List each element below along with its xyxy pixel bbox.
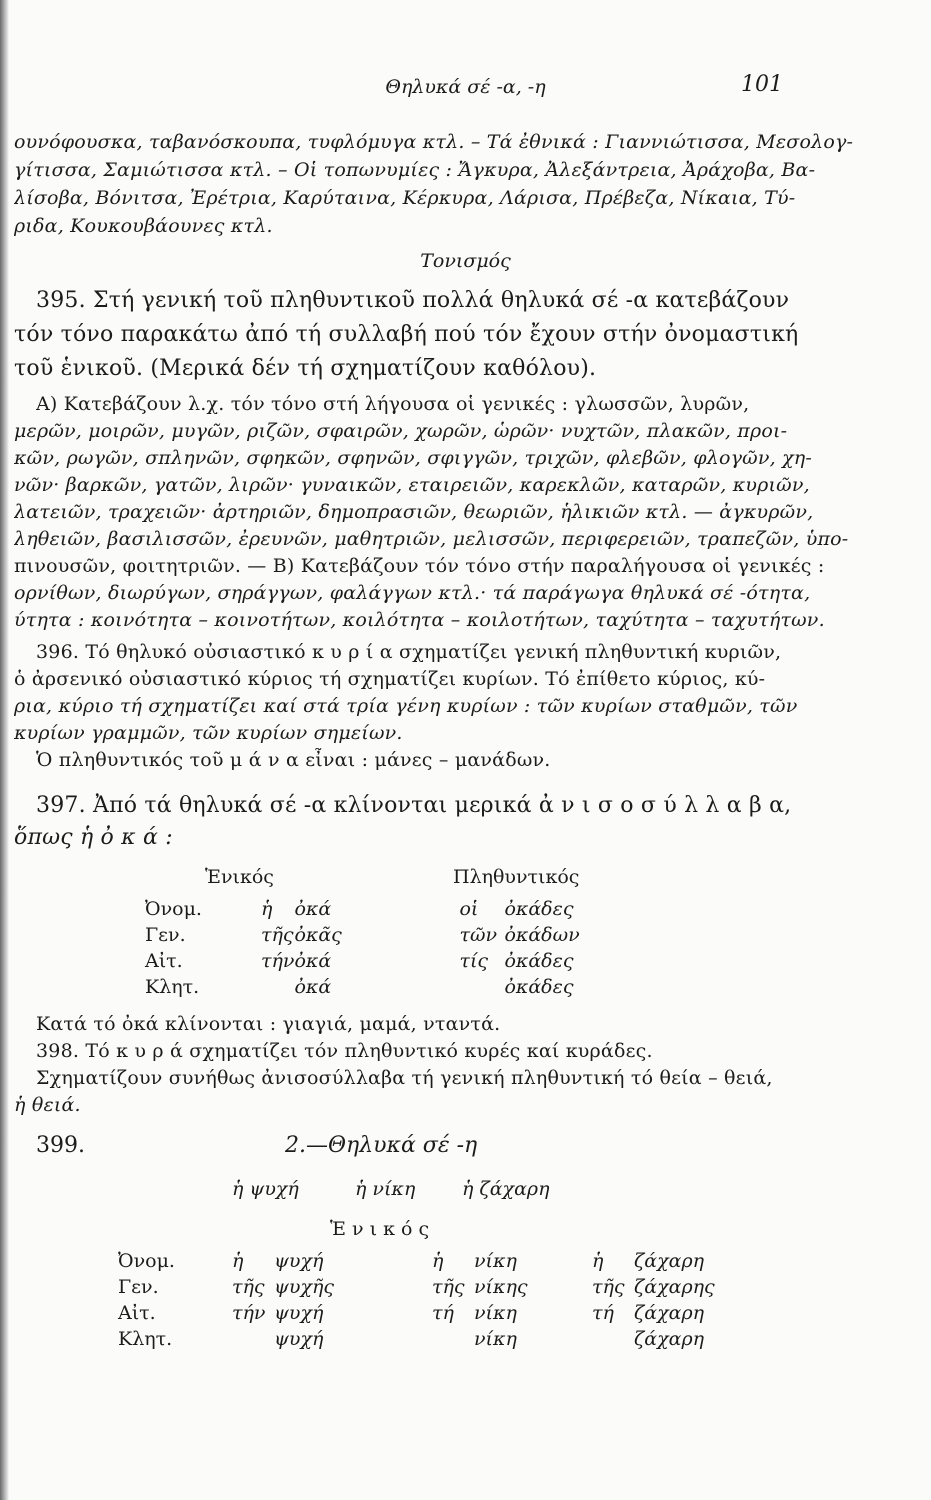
table-row [118, 1328, 715, 1354]
table-row [145, 976, 580, 1002]
paragraph-396-line: ὁ ἀρσενικό οὐσιαστικό κύριος τή σχηματίζει κυρίων. Τό ἐπίθετο κύριος, κύ- [14, 668, 766, 690]
example-word: ἡ ζάχαρη [462, 1178, 550, 1200]
word-form: νίκης [474, 1276, 528, 1298]
article: οἱ [459, 898, 479, 920]
example-word: ἡ ψυχή [232, 1178, 299, 1200]
case-label: Γεν. [118, 1276, 159, 1298]
paragraph-398-line: 398. Τό κ υ ρ ά σχηματίζει τόν πληθυντικό κυρές καί κυράδες. [36, 1040, 653, 1062]
word-form: ὀκά [294, 950, 332, 972]
word-form: ὀκάδων [504, 924, 580, 946]
word-form: ζάχαρη [634, 1250, 705, 1272]
paragraph-395-list-line: πινουσῶν, φοιτητριῶν. — Β) Κατεβάζουν τόν τόνο στήν παραλήγουσα οἱ γενικές : [14, 555, 825, 577]
table-397-plural-label: Πληθυντικός [453, 866, 580, 888]
paragraph-396-line: 396. Τό θηλυκό οὐσιαστικό κ υ ρ ί α σχηματίζει γενική πληθυντική κυριῶν, [36, 641, 782, 663]
paragraph-395-list-line: νῶν· βαρκῶν, γατῶν, λιρῶν· γυναικῶν, εταιρειῶν, καρεκλῶν, καταρῶν, κυριῶν, [14, 474, 810, 496]
section-399-number: 399. [36, 1133, 85, 1158]
paragraph-397-line: ὅπως ἡ ὀ κ ά : [14, 825, 173, 850]
paragraph-395-list-line: Α) Κατεβάζουν λ.χ. τόν τόνο στή λήγουσα οἱ γενικές : γλωσσῶν, λυρῶν, [36, 393, 750, 415]
paragraph-398-line: ἡ θειά. [14, 1094, 81, 1116]
word-form: ψυχή [274, 1250, 324, 1272]
paragraph-396-line: ρια, κύριο τή σχηματίζει καί στά τρία γένη κυρίων : τῶν κυρίων σταθμῶν, τῶν [14, 695, 798, 717]
paragraph-395-line: τόν τόνο παρακάτω ἀπό τή συλλαβή πού τόν ἔχουν στήν ὀνομαστική [14, 322, 799, 347]
table-row [118, 1250, 715, 1276]
table-row [145, 898, 580, 924]
paragraph-395-list-line: μερῶν, μοιρῶν, μυγῶν, ριζῶν, σφαιρῶν, χωρῶν, ὡρῶν· νυχτῶν, πλακῶν, προι- [14, 420, 788, 442]
paragraph-395-list-line: ορνίθων, διωρύγων, σηράγγων, φαλάγγων κτλ.· τά παράγωγα θηλυκά σέ -ότητα, [14, 582, 811, 604]
word-form: ψυχή [274, 1328, 324, 1350]
paragraph-395-line: τοῦ ἑνικοῦ. (Μερικά δέν τή σχηματίζουν καθόλου). [14, 356, 597, 381]
paragraph-398-line: Σχηματίζουν συνήθως ἀνισοσύλλαβα τή γενική πληθυντική τό θεία – θειά, [36, 1067, 773, 1089]
article [592, 1328, 634, 1354]
case-label: Γεν. [145, 924, 186, 946]
word-form: ὀκάδες [504, 898, 574, 920]
paragraph-396-line: κυρίων γραμμῶν, τῶν κυρίων σημείων. [14, 722, 403, 744]
section-heading-tonismos: Τονισμός [420, 250, 511, 272]
word-form: νίκη [474, 1250, 517, 1272]
article: τῆς [592, 1276, 625, 1298]
article: τῆς [261, 924, 294, 946]
intro-line: ριδα, Κουκουβάουνες κτλ. [14, 215, 273, 237]
case-label: Ὀνομ. [145, 898, 202, 920]
word-form: ψυχῆς [274, 1276, 334, 1298]
table-row [118, 1302, 715, 1328]
word-form: νίκη [474, 1328, 517, 1350]
table-row [118, 1276, 715, 1302]
page-number: 101 [741, 72, 783, 97]
article: ἡ [232, 1250, 244, 1272]
article: ἡ [261, 898, 273, 920]
declension-table-oka [145, 898, 580, 1002]
paragraph-396-line: Ὁ πληθυντικός τοῦ μ ά ν α εἶναι : μάνες – μανάδων. [36, 749, 551, 771]
table-397-singular-label: Ἑνικός [205, 866, 274, 888]
case-label: Αἰτ. [118, 1302, 156, 1324]
intro-line: λίσοβα, Βόνιτσα, Ἐρέτρια, Καρύταινα, Κέρκυρα, Λάρισα, Πρέβεζα, Νίκαια, Τύ- [14, 187, 796, 209]
word-form: νίκη [474, 1302, 517, 1324]
paragraph-395-list-line: κῶν, ρωγῶν, σπληνῶν, σφηκῶν, σφηνῶν, σφιγγῶν, τριχῶν, φλεβῶν, φλογῶν, χη- [14, 447, 812, 469]
table-row [145, 950, 580, 976]
article: ἡ [592, 1250, 604, 1272]
paragraph-395-list-line: λατειῶν, τραχειῶν· ἀρτηριῶν, δημοπρασιῶν, θεωριῶν, ἡλικιῶν κτλ. — ἀγκυρῶν, [14, 501, 814, 523]
word-form: ζάχαρη [634, 1302, 705, 1324]
article: τήν [232, 1302, 266, 1324]
article [459, 976, 504, 1002]
paragraph-397-line: 397. Ἀπό τά θηλυκά σέ -α κλίνονται μερικά ἀ ν ι σ ο σ ύ λ λ α β α, [36, 793, 792, 818]
example-word: ἡ νίκη [355, 1178, 416, 1200]
word-form: ζάχαρη [634, 1328, 705, 1350]
article: τῶν [459, 924, 498, 946]
article [232, 1328, 274, 1354]
paragraph-395-list-line: ύτητα : κοινότητα – κοινοτήτων, κοιλότητα – κοιλοτήτων, ταχύτητα – ταχυτήτων. [14, 609, 825, 631]
word-form: ὀκά [294, 898, 332, 920]
article: τήν [261, 950, 295, 972]
article [432, 1328, 474, 1354]
case-label: Αἰτ. [145, 950, 183, 972]
article: ἡ [432, 1250, 444, 1272]
article: τή [592, 1302, 614, 1324]
case-label: Κλητ. [145, 976, 200, 998]
intro-line: γίτισσα, Σαμιώτισσα κτλ. – Οἱ τοπωνυμίες : Ἄγκυρα, Ἀλεξάντρεια, Ἀράχοβα, Βα- [14, 159, 816, 181]
declension-table-eta [118, 1250, 715, 1354]
section-399-title: 2.—Θηλυκά σέ -η [285, 1133, 478, 1158]
case-label: Κλητ. [118, 1328, 173, 1350]
word-form: ὀκά [294, 976, 332, 998]
word-form: ὀκάδες [504, 950, 574, 972]
case-label: Ὀνομ. [118, 1250, 175, 1272]
table-399-singular-label: Ἑ ν ι κ ό ς [330, 1218, 430, 1240]
table-row [145, 924, 580, 950]
article: τῆς [232, 1276, 265, 1298]
article: τῆς [432, 1276, 465, 1298]
article: τή [432, 1302, 454, 1324]
word-form: ὀκᾶς [294, 924, 342, 946]
word-form: ὀκάδες [504, 976, 574, 998]
paragraph-395-list-line: ληθειῶν, βασιλισσῶν, ἐρευνῶν, μαθητριῶν, μελισσῶν, περιφερειῶν, τραπεζῶν, ὑπο- [14, 528, 849, 550]
after-397-line: Κατά τό ὀκά κλίνονται : γιαγιά, μαμά, νταντά. [36, 1013, 501, 1035]
article [261, 976, 294, 1002]
paragraph-395-line: 395. Στή γενική τοῦ πληθυντικοῦ πολλά θηλυκά σέ -α κατεβάζουν [36, 288, 790, 313]
word-form: ψυχή [274, 1302, 324, 1324]
intro-line: ουνόφουσκα, ταβανόσκουπα, τυφλόμυγα κτλ. – Τά ἐθνικά : Γιαννιώτισσα, Μεσολογ- [14, 131, 854, 153]
running-header: Θηλυκά σέ -α, -η [385, 76, 546, 98]
article: τίς [459, 950, 489, 972]
word-form: ζάχαρης [634, 1276, 715, 1298]
